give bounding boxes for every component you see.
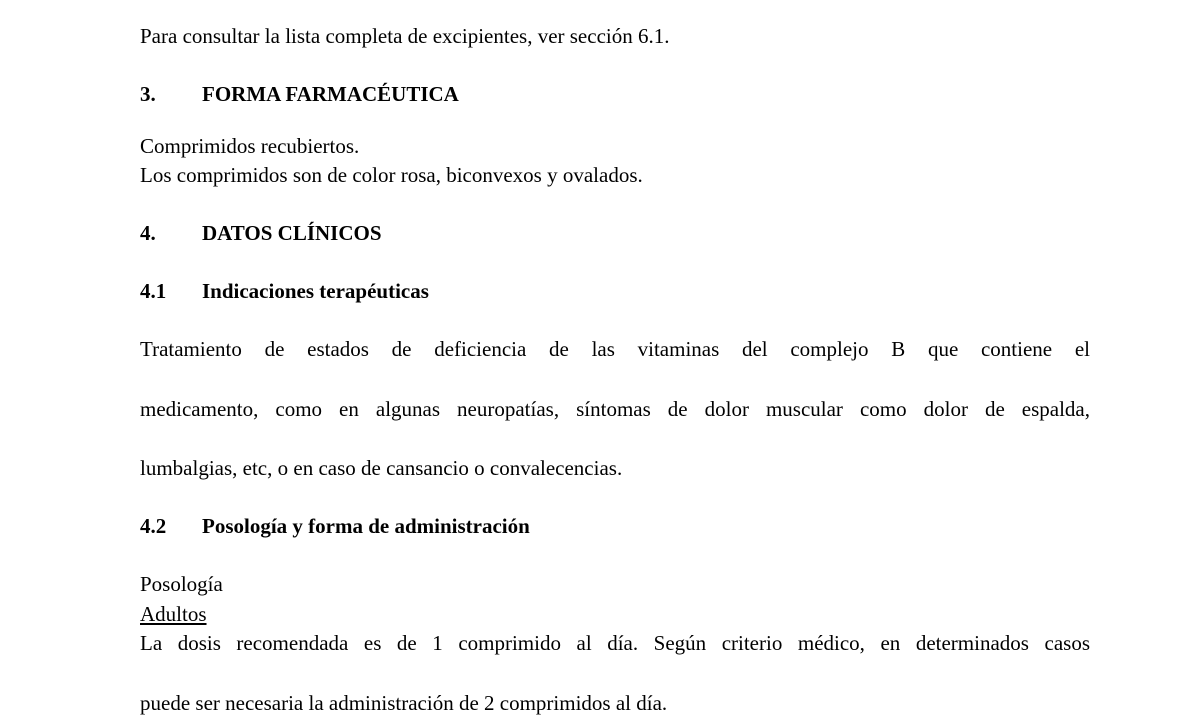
forma-farmaceutica-line-2: Los comprimidos son de color rosa, biconvexos y ovalados. (140, 163, 643, 188)
document-body (140, 22, 1090, 719)
subsection-number-4-2: 4.2 (140, 513, 167, 538)
section-heading-4 (140, 219, 1090, 249)
dosage-line-1: La dosis recomendada es de 1 comprimido al día. Según criterio médico, en determinados casos (140, 631, 1090, 656)
section-title-4: DATOS CLÍNICOS (202, 221, 382, 246)
indicaciones-line-3: lumbalgias, etc, o en caso de cansancio o convalecencias. (140, 456, 623, 481)
subsection-number-4-1: 4.1 (140, 279, 167, 304)
indicaciones-paragraph (140, 335, 1090, 484)
intro-paragraph: Para consultar la lista completa de excipientes, ver sección 6.1. (140, 24, 670, 48)
section-number-3: 3. (140, 81, 156, 106)
subsection-title-4-2: Posología y forma de administración (202, 513, 530, 538)
indicaciones-line-1: Tratamiento de estados de deficiencia de las vitaminas del complejo B que contiene el (140, 336, 1090, 361)
indicaciones-line-2: medicamento, como en algunas neuropatías, síntomas de dolor muscular como dolor de espalda, (140, 396, 1090, 421)
section-number-4: 4. (140, 221, 156, 246)
section-heading-3 (140, 80, 1090, 110)
subsection-heading-4-2 (140, 512, 1090, 542)
dosage-line-2: puede ser necesaria la administración de 2 comprimidos al día. (140, 691, 668, 715)
adultos-label: Adultos (140, 601, 207, 626)
posologia-label: Posología (140, 571, 223, 596)
section-title-3: FORMA FARMACÉUTICA (202, 81, 459, 106)
subsection-title-4-1: Indicaciones terapéuticas (202, 279, 429, 304)
subsection-heading-4-1 (140, 277, 1090, 307)
dosage-paragraph (140, 629, 1090, 718)
forma-farmaceutica-line-1: Comprimidos recubiertos. (140, 133, 360, 158)
